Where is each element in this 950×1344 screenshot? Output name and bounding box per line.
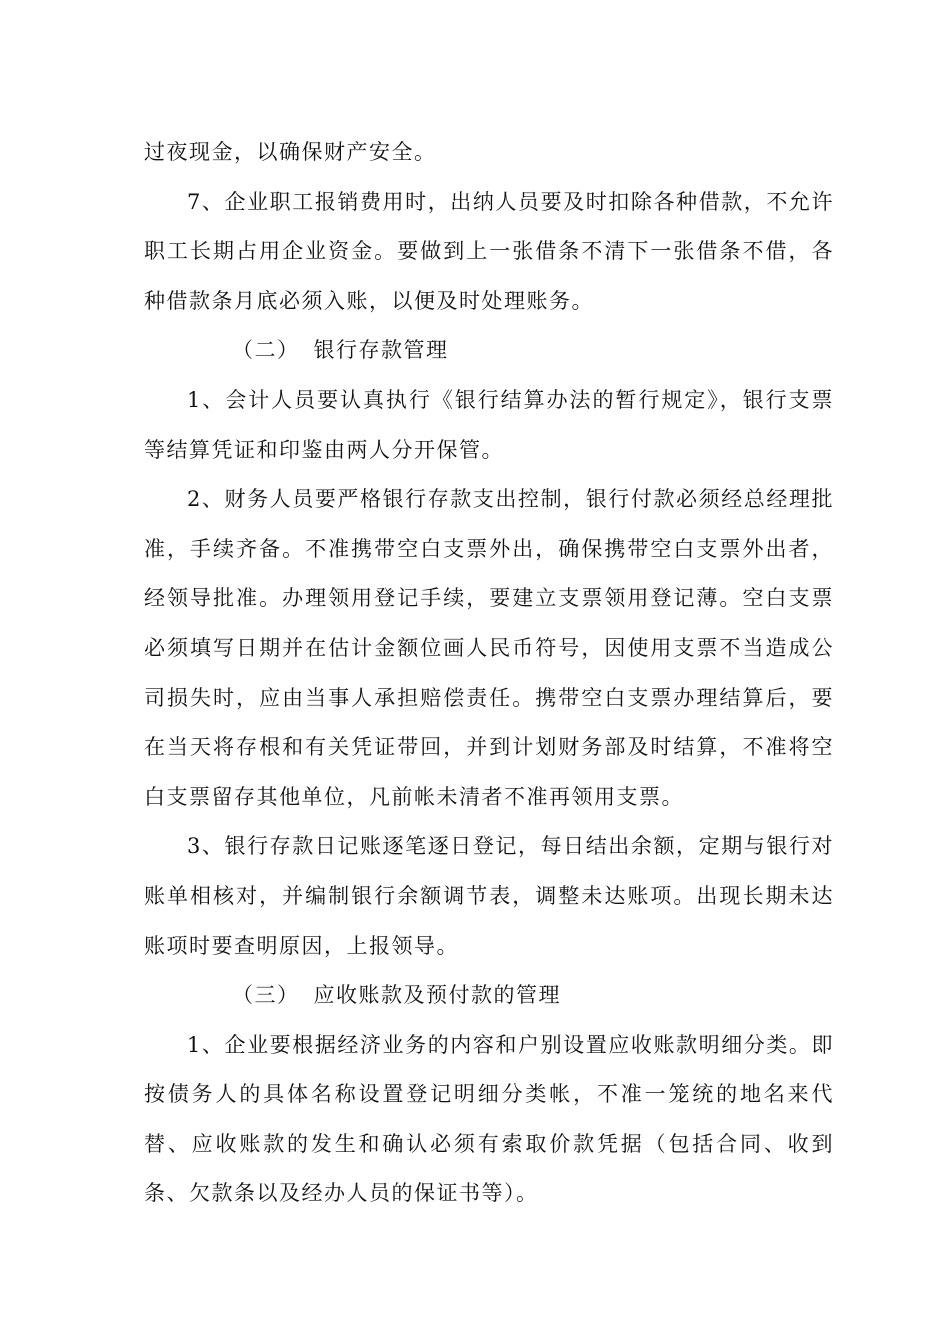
paragraph-item-1-settlement-rules: 1、会计人员要认真执行《银行结算办法的暂行规定》，银行支票等结算凭证和印鉴由两人分开保管。 <box>144 387 834 462</box>
paragraph-item-2-blank-cheques: 2、财务人员要严格银行存款支出控制，银行付款必须经总经理批准，手续齐备。不准携带空白支票外出，确保携带空白支票外出者，经领导批准。办理领用登记手续，要建立支票领用登记薄。空白支票必须填写日期并在估计金额位画人民币符号，因使用支票不当造成公司损失时，应由当事人承担赔偿责任。携带空白支票办理结算后，要在当天将存根和有关凭证带回，并到计划财务部及时结算，不准将空白支票留存其他单位，凡前帐未清者不准再领用支票。 <box>144 487 834 809</box>
paragraph-item-3-bank-journal: 3、银行存款日记账逐笔逐日登记，每日结出余额，定期与银行对账单相核对，并编制银行余额调节表，调整未达账项。出现长期未达账项时要查明原因，上报领导。 <box>144 834 834 958</box>
paragraph-item-1-receivables-ledger: 1、企业要根据经济业务的内容和户别设置应收账款明细分类。即按债务人的具体名称设置登记明细分类帐，不准一笼统的地名来代替、应收账款的发生和确认必须有索取价款凭据（包括合同、收到条、欠款条以及经办人员的保证书等）。 <box>144 1032 834 1206</box>
section-title: 银行存款管理 <box>313 338 449 363</box>
section-title: 应收账款及预付款的管理 <box>313 983 561 1008</box>
document-body <box>144 128 834 1219</box>
section-heading-bank-deposit <box>144 326 834 376</box>
paragraph-item-7-expense-reimbursement: 7、企业职工报销费用时，出纳人员要及时扣除各种借款，不允许职工长期占用企业资金。要做到上一张借条不清下一张借条不借，各种借款条月底必须入账，以便及时处理账务。 <box>144 189 834 313</box>
section-number: （三） <box>232 983 300 1008</box>
section-number: （二） <box>232 338 300 363</box>
paragraph-continuation: 过夜现金，以确保财产安全。 <box>144 140 437 164</box>
section-heading-receivables <box>144 971 834 1021</box>
